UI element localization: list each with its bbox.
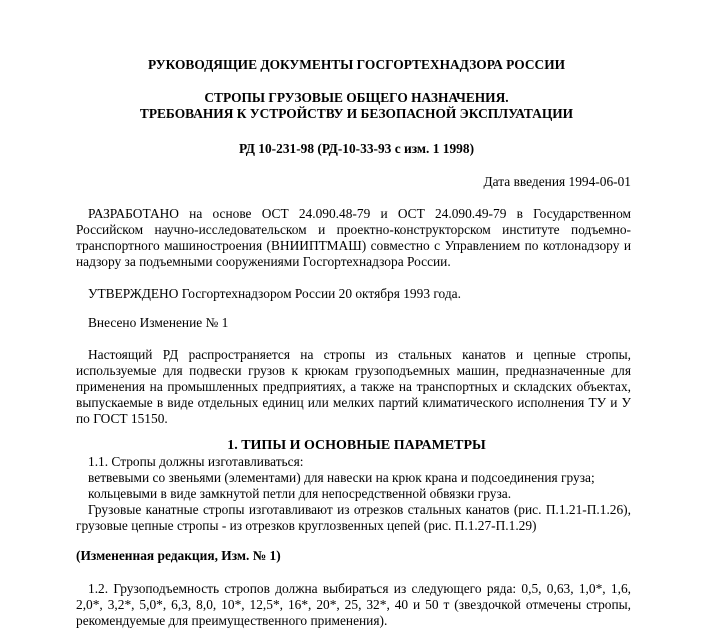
section-1-line: 1.1. Стропы должны изготавливаться: <box>88 454 304 469</box>
developed-line: РАЗРАБОТАНО на основе ОСТ 24.090.48-79 и ОСТ 24.090.49-79 в Государственном <box>88 206 631 221</box>
developed-line: транспортного машиностроения (ВНИИПТМАШ) совместно с Управлением по котлонадзору и <box>76 238 631 253</box>
section-1-line: ветвевыми со звеньями (элементами) для навески на крюк крана и подсоединения груза; <box>88 470 595 485</box>
scope-line: по ГОСТ 15150. <box>76 411 168 426</box>
section-1-line: Грузовые канатные стропы изготавливают из отрезков стальных канатов (рис. П.1.21-П.1.26), <box>88 502 631 517</box>
scope-line: применения на промышленных предприятиях, а также на транспортных и складских объектах, <box>76 379 631 394</box>
section-1-line: грузовые цепные стропы - из отрезков круглозвенных цепей (рис. П.1.27-П.1.29) <box>76 518 537 533</box>
scope-line: Настоящий РД распространяется на стропы из стальных канатов и цепные стропы, <box>88 347 631 362</box>
developed-line: Российском научно-исследовательском и проектно-конструкторском институте подъемно- <box>76 222 631 237</box>
document-code: РД 10-231-98 (РД-10-33-93 с изм. 1 1998) <box>238 141 475 156</box>
scope-line: выпускаемые в виде отдельных единиц или мелких партий климатического исполнения ТУ и У <box>76 395 631 410</box>
document-title-line-1: СТРОПЫ ГРУЗОВЫЕ ОБЩЕГО НАЗНАЧЕНИЯ. <box>204 90 509 105</box>
document-header: РУКОВОДЯЩИЕ ДОКУМЕНТЫ ГОСГОРТЕХНАДЗОРА РОССИИ <box>147 57 566 72</box>
section-1-2-line: 2,0*, 3,2*, 5,0*, 6,3, 8,0, 10*, 12,5*, 16*, 20*, 25, 32*, 40 и 50 т (звездочкой отмечены стропы, <box>76 597 631 612</box>
approved-text: УТВЕРЖДЕНО Госгортехнадзором России 20 октября 1993 года. <box>88 286 461 301</box>
revision-note: (Измененная редакция, Изм. № 1) <box>76 548 281 563</box>
amendment-text: Внесено Изменение № 1 <box>88 315 229 330</box>
developed-line: надзору за подъемными сооружениями Госгортехнадзора России. <box>76 254 451 269</box>
scope-line: используемые для подвески грузов к крюкам грузоподъемных машин, предназначенные для <box>76 363 631 378</box>
section-1-title: 1. ТИПЫ И ОСНОВНЫЕ ПАРАМЕТРЫ <box>227 438 486 453</box>
intro-date: Дата введения 1994-06-01 <box>483 174 631 189</box>
section-1-line: кольцевыми в виде замкнутой петли для непосредственной обвязки груза. <box>88 486 512 501</box>
section-1-2-line: 1.2. Грузоподъемность стропов должна выбираться из следующего ряда: 0,5, 0,63, 1,0*, 1,6, <box>88 581 631 596</box>
section-1-2-line: рекомендуемые для преимущественного применения). <box>76 613 388 628</box>
document-title-line-2: ТРЕБОВАНИЯ К УСТРОЙСТВУ И БЕЗОПАСНОЙ ЭКСПЛУАТАЦИИ <box>139 106 574 121</box>
